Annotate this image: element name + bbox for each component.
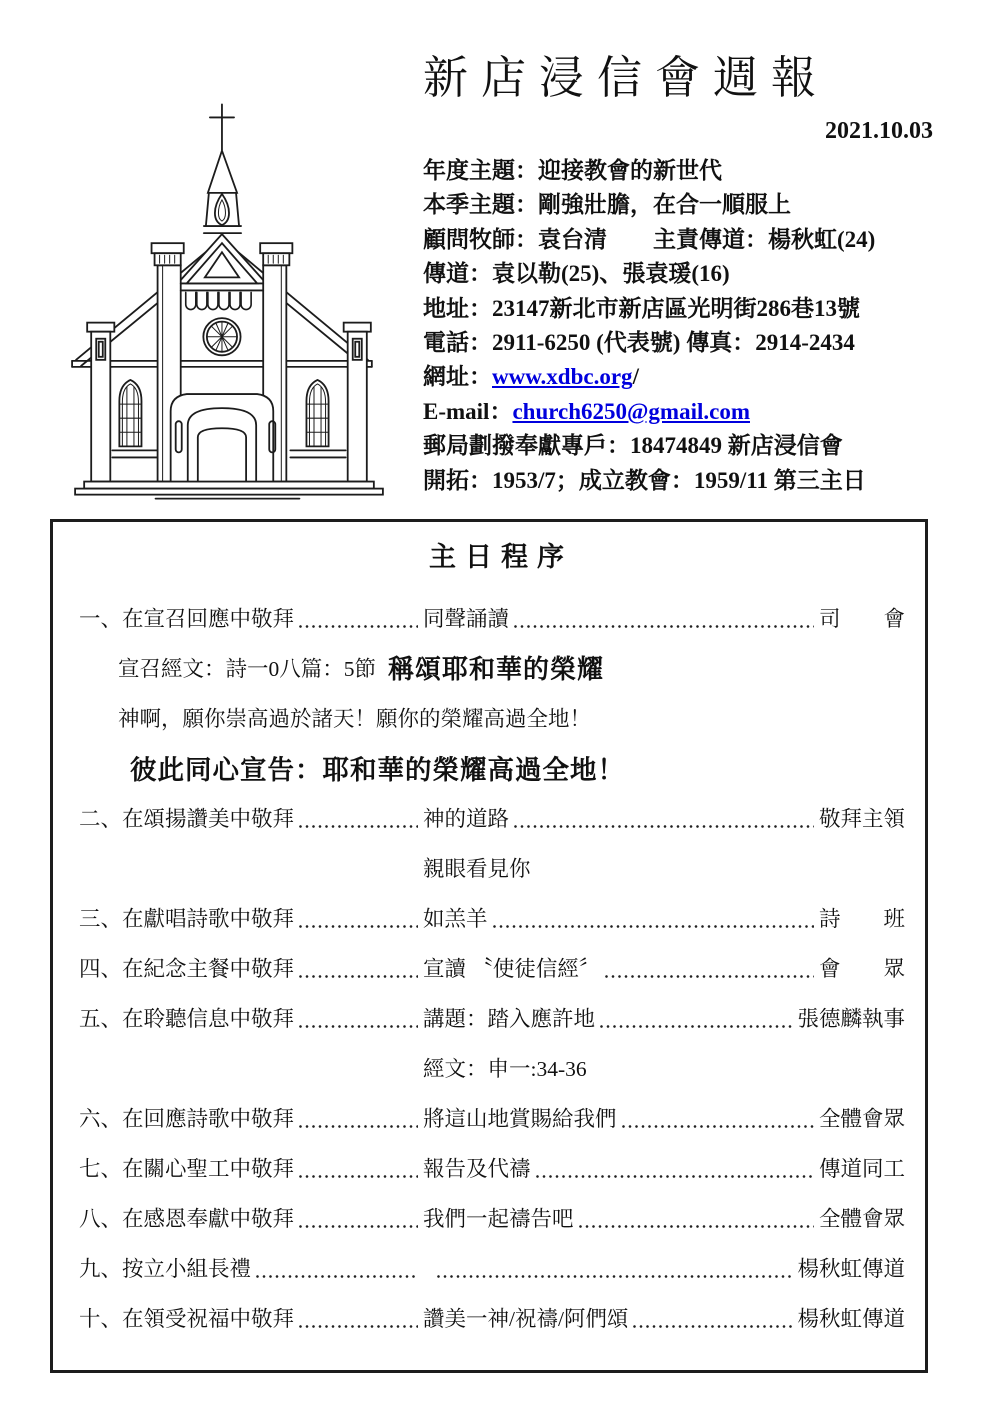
info-line: 地址：23147新北市新店區光明街286巷13號 [423, 295, 860, 321]
program-subline-center [79, 1042, 905, 1092]
program-content-label: 宣讀 〝使徒信經〞 [423, 956, 601, 981]
program-content [423, 1302, 797, 1333]
subline-text: 經文：申一:34-36 [423, 1056, 587, 1081]
cross-icon [210, 104, 234, 149]
dot-leader [299, 1025, 418, 1028]
program-rows [79, 592, 905, 1342]
info-line: 年度主題：迎接教會的新世代 [423, 158, 722, 183]
program-assignee: 會 眾 [818, 956, 905, 981]
proclamation-line [79, 742, 905, 792]
info-line: 顧問牧師：袁台清 主責傳道：楊秋虹(24) [423, 226, 876, 252]
subline-text: 親眼看見你 [423, 856, 531, 881]
program-assignee: 張德麟執事 [797, 1006, 905, 1031]
church-info-list [423, 154, 935, 498]
dot-leader [299, 1325, 418, 1328]
subline-emphasis: 稱頌耶和華的榮耀 [388, 654, 605, 684]
program-item [79, 1002, 423, 1033]
dot-leader [299, 1125, 418, 1128]
dot-leader [299, 975, 418, 978]
page-title: 新店浸信會週報 [423, 53, 830, 103]
program-title: 主日程序 [429, 542, 573, 572]
program-content [423, 602, 819, 633]
program-subline [79, 642, 905, 692]
info-line [423, 360, 935, 394]
program-content [423, 1002, 797, 1033]
scallop-band [186, 292, 251, 309]
program-content-label: 讚美一神/祝禱/阿們頌 [423, 1306, 629, 1331]
dot-leader [299, 1175, 418, 1178]
program-assignee: 楊秋虹傳道 [797, 1256, 905, 1281]
program-item [79, 802, 423, 833]
spire [204, 151, 241, 233]
program-item [79, 1252, 423, 1283]
subline-text: 神啊，願你崇高過於諸天！願你的榮耀高過全地！ [118, 706, 592, 731]
program-row [79, 1242, 905, 1292]
issue-date: 2021.10.03 [825, 118, 933, 144]
program-item-label: 十、在領受祝福中敬拜 [79, 1306, 295, 1331]
dot-leader [299, 925, 418, 928]
dot-leader [299, 1225, 418, 1228]
program-item-label: 九、按立小組長禮 [79, 1256, 252, 1281]
program-assignee: 敬拜主領 [818, 806, 905, 831]
right-pilaster [344, 323, 371, 482]
info-line: 電話：2911-6250 (代表號) 傳真：2914-2434 [423, 330, 855, 356]
program-item [79, 1152, 423, 1183]
program-row [79, 1292, 905, 1342]
dot-leader [605, 975, 814, 978]
program-row [79, 592, 905, 642]
proclamation-text: 彼此同心宣告：耶和華的榮耀高過全地！ [130, 754, 625, 785]
program-assignee: 全體會眾 [818, 1206, 905, 1231]
program-row [79, 992, 905, 1042]
dot-leader [514, 825, 814, 828]
dot-leader [299, 825, 418, 828]
info-label: 網址： [423, 364, 492, 390]
program-row [79, 1092, 905, 1142]
dot-leader [437, 1275, 792, 1278]
program-assignee: 司 會 [818, 606, 905, 631]
program-row [79, 1192, 905, 1242]
info-line: 郵局劃撥奉獻專戶：18474849 新店浸信會 [423, 433, 843, 459]
program-subline-center [79, 842, 905, 892]
dot-leader [633, 1325, 792, 1328]
entrance-portal [171, 394, 276, 482]
dot-leader [600, 1025, 792, 1028]
program-content [423, 1202, 819, 1233]
program-item [79, 952, 423, 983]
program-content [423, 1266, 797, 1269]
program-item [79, 902, 423, 933]
program-content-label: 如羔羊 [423, 906, 488, 931]
dot-leader [299, 625, 418, 628]
program-content-label: 神的道路 [423, 806, 510, 831]
program-item-label: 七、在關心聖工中敬拜 [79, 1156, 295, 1181]
dot-leader [579, 1225, 814, 1228]
program-item [79, 602, 423, 633]
program-content [423, 1152, 819, 1183]
program-content [423, 802, 819, 833]
left-pilaster [87, 323, 114, 482]
program-row [79, 892, 905, 942]
info-label: E-mail： [423, 398, 513, 424]
dot-leader [622, 1125, 814, 1128]
program-content-label: 報告及代禱 [423, 1156, 531, 1181]
program-assignee: 詩 班 [818, 906, 905, 931]
dot-leader [493, 925, 814, 928]
program-item [79, 1102, 423, 1133]
subline-text: 宣召經文：詩一0八篇：5節 [118, 656, 377, 681]
program-row [79, 792, 905, 842]
info-suffix: / [632, 364, 639, 390]
program-content [423, 1102, 819, 1133]
program-content-label: 將這山地賞賜給我們 [423, 1106, 617, 1131]
header [423, 46, 935, 498]
info-line: 傳道：袁以勒(25)、張袁瑗(16) [423, 261, 730, 287]
rose-window [203, 318, 240, 355]
church-illustration [58, 92, 400, 510]
program-item [79, 1202, 423, 1233]
program-content-label: 我們一起禱告吧 [423, 1206, 574, 1231]
program-content [423, 952, 819, 983]
info-line: 開拓：1953/7；成立教會：1959/11 第三主日 [423, 467, 866, 493]
info-line [423, 395, 935, 429]
program-item-label: 五、在聆聽信息中敬拜 [79, 1006, 295, 1031]
dot-leader [256, 1275, 418, 1278]
program-item-label: 四、在紀念主餐中敬拜 [79, 956, 295, 981]
program-assignee: 全體會眾 [818, 1106, 905, 1131]
program-item-label: 二、在頌揚讚美中敬拜 [79, 806, 295, 831]
dot-leader [514, 625, 814, 628]
program-assignee: 楊秋虹傳道 [797, 1306, 905, 1331]
program-content [423, 902, 819, 933]
order-of-service-box [50, 519, 928, 1373]
program-row [79, 1142, 905, 1192]
program-item-label: 八、在感恩奉獻中敬拜 [79, 1206, 295, 1231]
program-row [79, 942, 905, 992]
program-item [79, 1302, 423, 1333]
program-assignee: 傳道同工 [818, 1156, 905, 1181]
dot-leader [536, 1175, 814, 1178]
program-content-label: 同聲誦讀 [423, 606, 510, 631]
website-link[interactable]: www.xdbc.org [492, 364, 633, 390]
program-subline [79, 692, 905, 742]
program-content-label: 講題：踏入應許地 [423, 1006, 596, 1031]
info-line: 本季主題：剛強壯膽，在合一順服上 [423, 192, 791, 218]
program-item-label: 六、在回應詩歌中敬拜 [79, 1106, 295, 1131]
email-link[interactable]: church6250@gmail.com [512, 398, 750, 424]
program-item-label: 三、在獻唱詩歌中敬拜 [79, 906, 295, 931]
program-item-label: 一、在宣召回應中敬拜 [79, 606, 295, 631]
